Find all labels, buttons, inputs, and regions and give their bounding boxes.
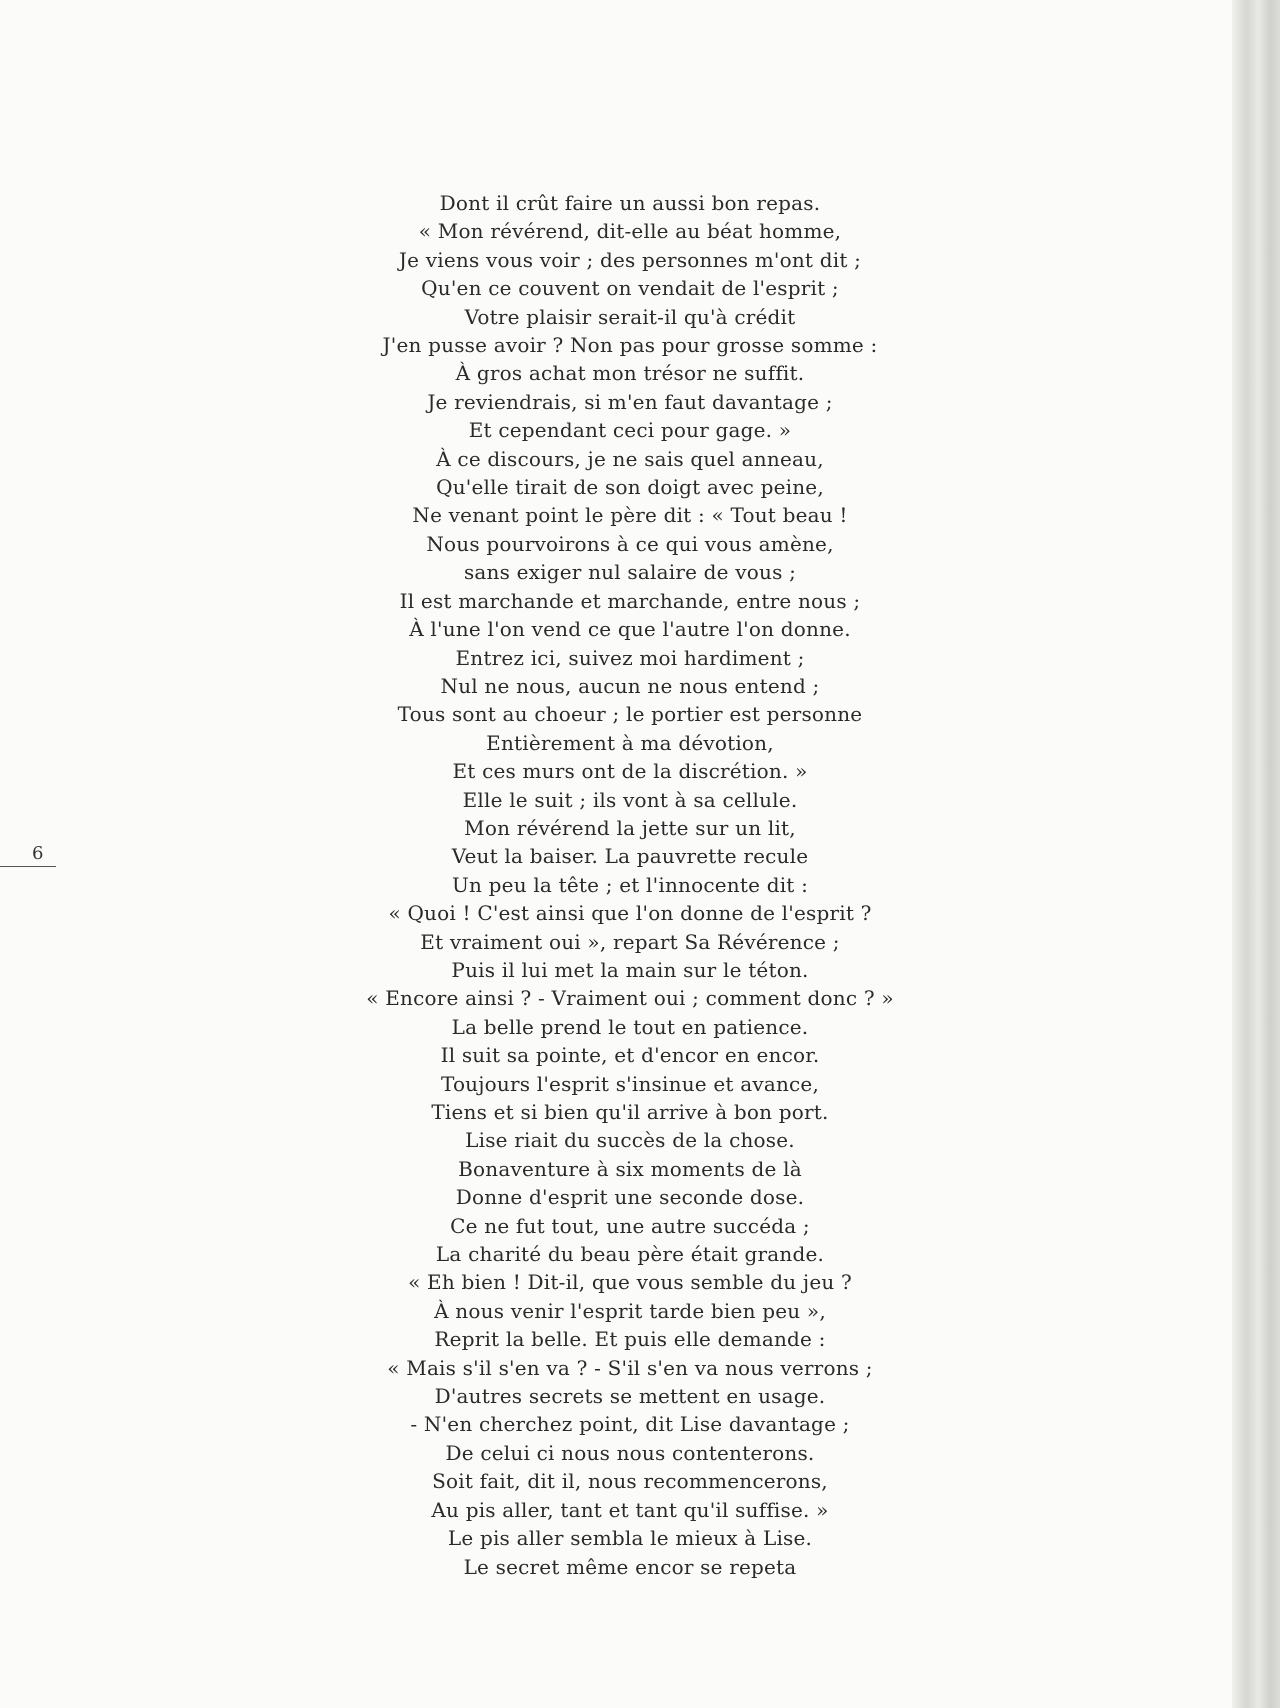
poem-line: Il suit sa pointe, et d'encor en encor. (440, 1043, 820, 1068)
poem-line: Et ces murs ont de la discrétion. » (452, 759, 808, 784)
poem-line: À l'une l'on vend ce que l'autre l'on donne. (409, 617, 851, 642)
poem-line: Elle le suit ; ils vont à sa cellule. (462, 787, 798, 812)
poem-line: Soit fait, dit il, nous recommencerons, (432, 1469, 828, 1494)
poem-line: Puis il lui met la main sur le téton. (451, 957, 809, 982)
poem-line: Le pis aller sembla le mieux à Lise. (447, 1526, 813, 1551)
poem-line: Le secret même encor se repeta (463, 1554, 797, 1579)
poem-line: Lise riait du succès de la chose. (465, 1128, 795, 1153)
poem-line: Mon révérend la jette sur un lit, (464, 815, 796, 840)
poem-line: Au pis aller, tant et tant qu'il suffise. » (431, 1497, 829, 1522)
poem-line: Entièrement à ma dévotion, (486, 730, 774, 755)
poem-line: - N'en cherchez point, dit Lise davantage ; (410, 1412, 850, 1437)
poem-line: Tous sont au choeur ; le portier est personne (397, 702, 863, 727)
poem-line: Ce ne fut tout, une autre succéda ; (450, 1213, 810, 1238)
poem-line: Entrez ici, suivez moi hardiment ; (455, 645, 805, 670)
poem-line: Toujours l'esprit s'insinue et avance, (440, 1071, 820, 1096)
poem-line: Votre plaisir serait-il qu'à crédit (464, 304, 796, 329)
poem-line: sans exiger nul salaire de vous ; (463, 560, 797, 585)
page-edge-shadow (1232, 0, 1280, 1708)
poem-line: Je viens vous voir ; des personnes m'ont dit ; (398, 247, 862, 272)
poem-line: La belle prend le tout en patience. (451, 1014, 809, 1039)
poem-line: Et vraiment oui », repart Sa Révérence ; (420, 929, 840, 954)
poem-line: « Mon révérend, dit-elle au béat homme, (418, 219, 842, 244)
poem-line: D'autres secrets se mettent en usage. (434, 1384, 826, 1409)
poem-line: Reprit la belle. Et puis elle demande : (434, 1327, 826, 1352)
poem-line: J'en pusse avoir ? Non pas pour grosse somme : (382, 333, 878, 358)
poem-line: Qu'en ce couvent on vendait de l'esprit ; (421, 276, 839, 301)
poem-line: Nul ne nous, aucun ne nous entend ; (440, 673, 820, 698)
poem-line: Je reviendrais, si m'en faut davantage ; (427, 389, 833, 414)
poem-line: Qu'elle tirait de son doigt avec peine, (436, 475, 824, 500)
poem-line: Ne venant point le père dit : « Tout beau ! (412, 503, 848, 528)
poem-line: Tiens et si bien qu'il arrive à bon port. (431, 1100, 829, 1124)
poem-line: « Mais s'il s'en va ? - S'il s'en va nous verrons ; (387, 1355, 873, 1380)
poem-line: À ce discours, je ne sais quel anneau, (436, 446, 824, 471)
poem-line: Un peu la tête ; et l'innocente dit : (451, 872, 809, 897)
poem-line: Nous pourvoirons à ce qui vous amène, (426, 531, 834, 556)
poem-line: « Eh bien ! Dit-il, que vous semble du jeu ? (408, 1270, 852, 1295)
poem-line: À gros achat mon trésor ne suffit. (455, 361, 805, 386)
page-number-rule (0, 866, 56, 867)
poem-line: « Quoi ! C'est ainsi que l'on donne de l'esprit ? (388, 901, 872, 926)
poem-line: Dont il crût faire un aussi bon repas. (439, 191, 821, 215)
page-number: 6 (32, 843, 44, 864)
poem-line: Donne d'esprit une seconde dose. (455, 1185, 805, 1210)
poem-text (200, 189, 1060, 1581)
poem-line: À nous venir l'esprit tarde bien peu », (434, 1298, 826, 1323)
poem-line: Veut la baiser. La pauvrette recule (451, 844, 809, 869)
poem-line: De celui ci nous nous contenterons. (445, 1440, 815, 1465)
poem-line: Il est marchande et marchande, entre nous ; (399, 588, 861, 613)
poem-line: Bonaventure à six moments de là (458, 1156, 802, 1181)
poem-line: « Encore ainsi ? - Vraiment oui ; comment donc ? » (366, 986, 894, 1011)
poem-line: Et cependant ceci pour gage. » (468, 418, 792, 443)
poem-line: La charité du beau père était grande. (435, 1242, 825, 1267)
